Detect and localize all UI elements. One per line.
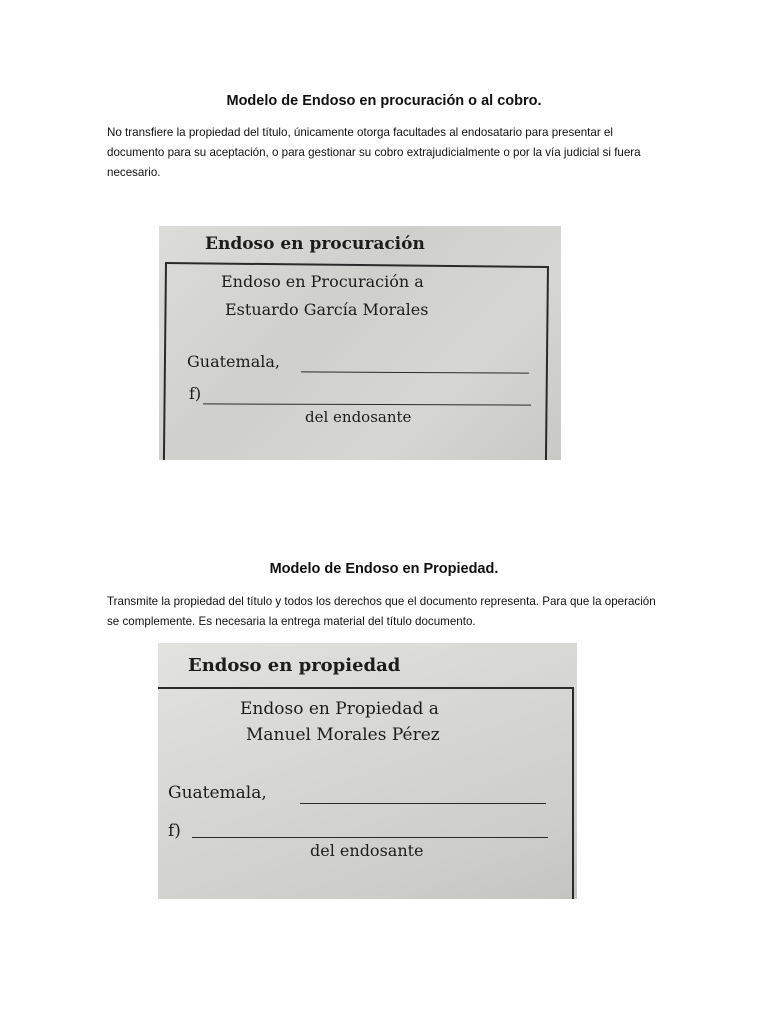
paragraph-propiedad: Transmite la propiedad del título y todos los derechos que el documento representa. Para que la operación se complemente. Es necesaria la entrega material del título documento. xyxy=(107,595,656,628)
photo-endoso-propiedad xyxy=(158,643,577,899)
place-blank-line xyxy=(300,803,546,804)
signature-blank-line xyxy=(192,837,548,838)
section-title-procuracion: Modelo de Endoso en procuración o al cobro. xyxy=(226,93,542,109)
photo-heading: Endoso en procuración xyxy=(205,234,425,254)
photo-signature-caption: del endosante xyxy=(310,841,424,860)
photo-signature-caption: del endosante xyxy=(305,408,412,426)
section-title-propiedad: Modelo de Endoso en Propiedad. xyxy=(269,561,499,577)
photo-line-2: Estuardo García Morales xyxy=(225,300,429,319)
paragraph-procuracion: No transfiere la propiedad del título, únicamente otorga facultades al endosatario para presentar el documento para su aceptación, o para gestionar su cobro extrajudicialmente o por la vía judicial si fuera necesario. xyxy=(107,126,641,179)
photo-heading: Endoso en propiedad xyxy=(188,655,401,676)
photo-place-label: Guatemala, xyxy=(168,783,267,803)
photo-signature-prefix: f) xyxy=(189,384,202,403)
photo-line-1: Endoso en Propiedad a xyxy=(240,699,439,719)
photo-line-1: Endoso en Procuración a xyxy=(221,272,424,291)
photo-endoso-procuracion xyxy=(159,226,561,460)
photo-place-label: Guatemala, xyxy=(187,352,280,371)
photo-signature-prefix: f) xyxy=(168,821,181,841)
photo-line-2: Manuel Morales Pérez xyxy=(246,725,440,745)
